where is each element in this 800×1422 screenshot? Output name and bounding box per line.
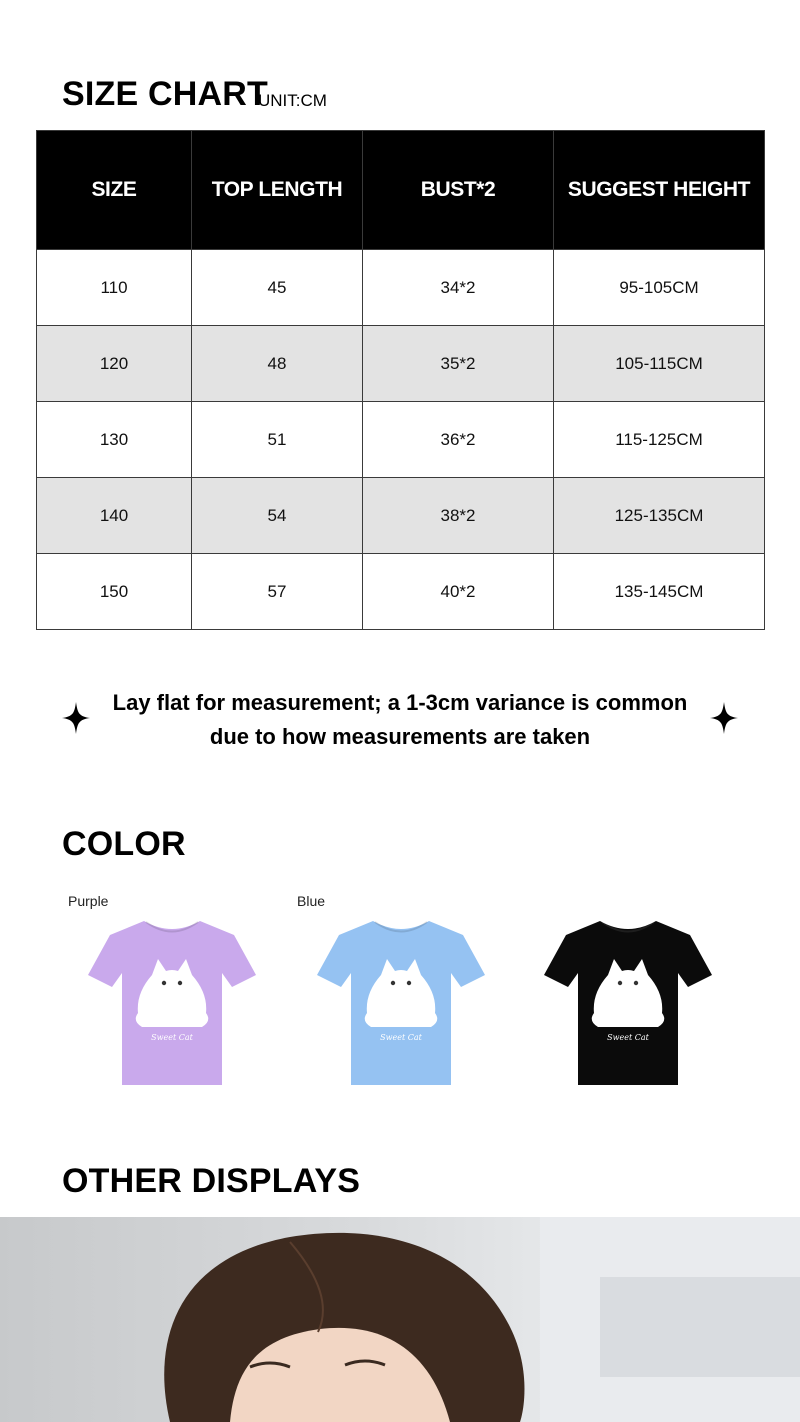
color-label-blue: Blue bbox=[297, 893, 326, 909]
child-model-illustration bbox=[0, 1217, 800, 1422]
cell-top-length: 51 bbox=[192, 402, 363, 478]
cell-size: 150 bbox=[37, 554, 192, 630]
table-row bbox=[37, 478, 765, 554]
measurement-note bbox=[100, 686, 700, 754]
cell-suggest-height: 105-115CM bbox=[554, 326, 765, 402]
print-text: Sweet Cat bbox=[151, 1033, 193, 1042]
cell-suggest-height: 125-135CM bbox=[554, 478, 765, 554]
header-size: SIZE bbox=[37, 131, 192, 250]
table-row bbox=[37, 554, 765, 630]
cell-suggest-height: 95-105CM bbox=[554, 250, 765, 326]
cell-suggest-height: 135-145CM bbox=[554, 554, 765, 630]
blue-tshirt-image bbox=[311, 915, 491, 1090]
table-row bbox=[37, 402, 765, 478]
cell-size: 110 bbox=[37, 250, 192, 326]
header-suggest-height: SUGGEST HEIGHT bbox=[554, 131, 765, 250]
cell-bust: 40*2 bbox=[363, 554, 554, 630]
print-text: Sweet Cat bbox=[607, 1033, 649, 1042]
print-text: Sweet Cat bbox=[380, 1033, 422, 1042]
cell-top-length: 57 bbox=[192, 554, 363, 630]
size-chart-title: SIZE CHART bbox=[62, 75, 268, 113]
cell-size: 140 bbox=[37, 478, 192, 554]
table-row bbox=[37, 326, 765, 402]
other-displays-title: OTHER DISPLAYS bbox=[62, 1162, 361, 1200]
table-header-row bbox=[37, 131, 765, 250]
cell-size: 130 bbox=[37, 402, 192, 478]
cell-top-length: 54 bbox=[192, 478, 363, 554]
header-top-length: TOP LENGTH bbox=[192, 131, 363, 250]
unit-label: UNIT:CM bbox=[258, 91, 327, 110]
cell-size: 120 bbox=[37, 326, 192, 402]
color-section-title: COLOR bbox=[62, 825, 186, 863]
cell-suggest-height: 115-125CM bbox=[554, 402, 765, 478]
black-tshirt-image bbox=[538, 915, 718, 1090]
size-chart-table bbox=[36, 130, 765, 630]
cell-bust: 36*2 bbox=[363, 402, 554, 478]
note-line-1: Lay flat for measurement; a 1-3cm variance is common bbox=[112, 690, 688, 715]
note-line-2: due to how measurements are taken bbox=[209, 724, 591, 749]
table-row bbox=[37, 250, 765, 326]
cell-bust: 38*2 bbox=[363, 478, 554, 554]
color-label-purple: Purple bbox=[68, 893, 109, 909]
cell-bust: 34*2 bbox=[363, 250, 554, 326]
purple-tshirt-image bbox=[82, 915, 262, 1090]
sparkle-star-icon bbox=[710, 702, 738, 734]
cell-top-length: 48 bbox=[192, 326, 363, 402]
header-bust: BUST*2 bbox=[363, 131, 554, 250]
cell-top-length: 45 bbox=[192, 250, 363, 326]
cell-bust: 35*2 bbox=[363, 326, 554, 402]
model-photo bbox=[0, 1217, 800, 1422]
sparkle-star-icon bbox=[62, 702, 90, 734]
